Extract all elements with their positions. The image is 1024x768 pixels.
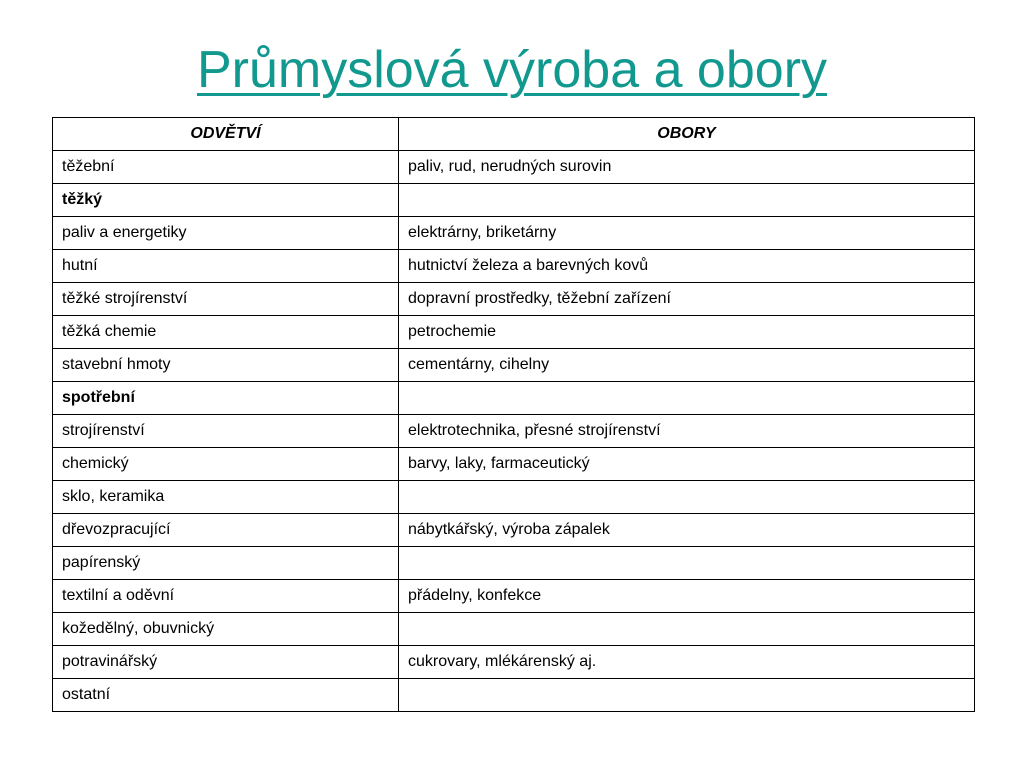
table-header-row [53, 118, 975, 151]
sector-cell: textilní a oděvní [53, 580, 399, 613]
table-row [53, 415, 975, 448]
table-row [53, 679, 975, 712]
table-row [53, 547, 975, 580]
industry-table [52, 117, 975, 712]
sector-group-cell: těžký [53, 184, 399, 217]
fields-cell: přádelny, konfekce [399, 580, 975, 613]
fields-cell: hutnictví železa a barevných kovů [399, 250, 975, 283]
sector-cell: chemický [53, 448, 399, 481]
table-row [53, 217, 975, 250]
fields-cell: barvy, laky, farmaceutický [399, 448, 975, 481]
table-row [53, 481, 975, 514]
table-row [53, 613, 975, 646]
fields-cell: cementárny, cihelny [399, 349, 975, 382]
sector-cell: paliv a energetiky [53, 217, 399, 250]
sector-cell: těžké strojírenství [53, 283, 399, 316]
table-row [53, 283, 975, 316]
table-row [53, 382, 975, 415]
sector-cell: těžká chemie [53, 316, 399, 349]
sector-cell: hutní [53, 250, 399, 283]
table-row [53, 514, 975, 547]
fields-cell [399, 679, 975, 712]
table-row [53, 151, 975, 184]
fields-cell [399, 547, 975, 580]
fields-cell: dopravní prostředky, těžební zařízení [399, 283, 975, 316]
fields-cell: paliv, rud, nerudných surovin [399, 151, 975, 184]
sector-cell: dřevozpracující [53, 514, 399, 547]
sector-cell: stavební hmoty [53, 349, 399, 382]
table-row [53, 316, 975, 349]
page-title: Průmyslová výroba a obory [196, 41, 828, 99]
fields-cell [399, 382, 975, 415]
table-row [53, 184, 975, 217]
fields-cell: elektrárny, briketárny [399, 217, 975, 250]
fields-cell [399, 184, 975, 217]
sector-cell: strojírenství [53, 415, 399, 448]
sector-cell: sklo, keramika [53, 481, 399, 514]
table-row [53, 349, 975, 382]
fields-cell: nábytkářský, výroba zápalek [399, 514, 975, 547]
sector-cell: ostatní [53, 679, 399, 712]
table-row [53, 580, 975, 613]
sector-cell: těžební [53, 151, 399, 184]
table-row [53, 646, 975, 679]
sector-cell: potravinářský [53, 646, 399, 679]
fields-cell: elektrotechnika, přesné strojírenství [399, 415, 975, 448]
sector-group-cell: spotřební [53, 382, 399, 415]
fields-cell [399, 481, 975, 514]
column-header-sector: ODVĚTVÍ [53, 118, 399, 151]
column-header-fields: OBORY [399, 118, 975, 151]
fields-cell [399, 613, 975, 646]
sector-cell: kožedělný, obuvnický [53, 613, 399, 646]
fields-cell: cukrovary, mlékárenský aj. [399, 646, 975, 679]
table-row [53, 250, 975, 283]
table-row [53, 448, 975, 481]
fields-cell: petrochemie [399, 316, 975, 349]
sector-cell: papírenský [53, 547, 399, 580]
